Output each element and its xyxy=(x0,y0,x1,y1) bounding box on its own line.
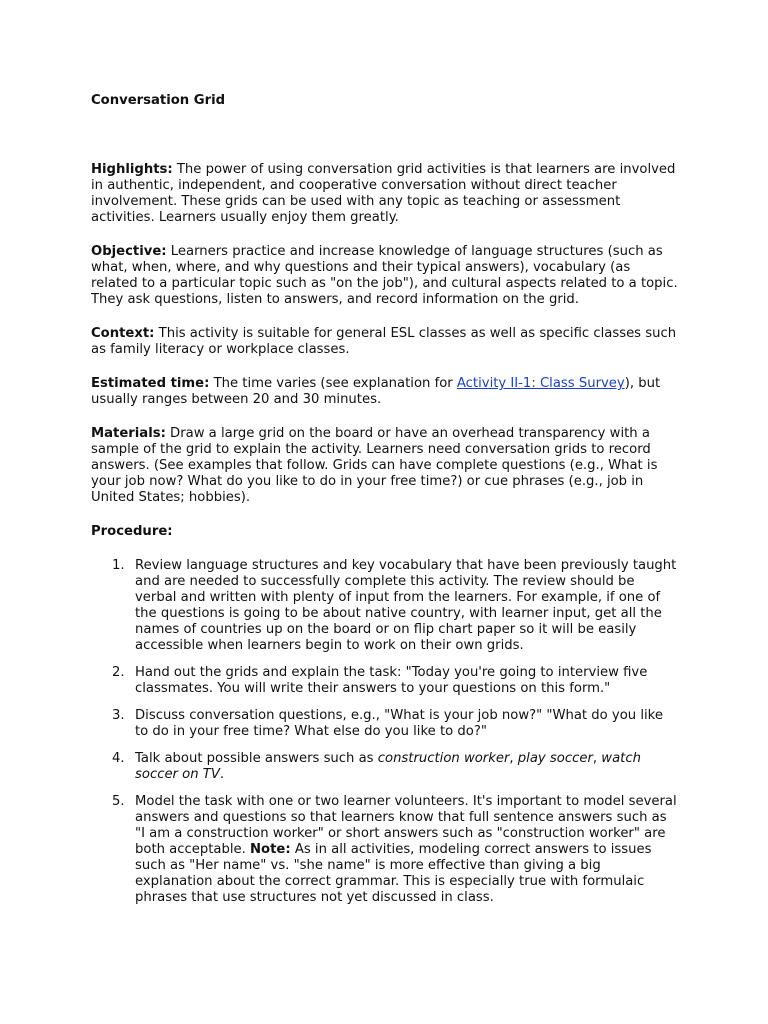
example-answer: construction worker xyxy=(377,751,510,766)
document-page xyxy=(91,92,679,917)
example-answer: play soccer xyxy=(517,751,593,766)
estimated-time-paragraph xyxy=(91,376,679,408)
separator: , xyxy=(509,751,518,766)
procedure-step xyxy=(91,794,679,906)
step-text-before: Model the task with one or two learner volunteers. It's important to model several answers and questions so that learners know that full sentence answers such as "I am a construction worker" or short answers such as "construction worker" are both acceptable. xyxy=(135,794,677,857)
step-number: 5. xyxy=(112,794,125,809)
class-survey-link[interactable]: Activity II-1: Class Survey xyxy=(456,376,625,391)
step-text: Review language structures and key vocabulary that have been previously taught and are needed to successfully complete this activity. The review should be verbal and written with plenty of input from the learners. For example, if one of the questions is going to be about native country, with learner input, get all the names of countries up on the board or on flip chart paper so it will be easily accessible when learners begin to work on their own grids. xyxy=(135,558,677,653)
step-text-before: Talk about possible answers such as xyxy=(135,751,378,766)
context-text: This activity is suitable for general ESL classes as well as specific classes such as family literacy or workplace classes. xyxy=(91,326,677,357)
step-text: Discuss conversation questions, e.g., "What is your job now?" "What do you like to do in your free time? What else do you like to do?" xyxy=(135,708,663,739)
procedure-list xyxy=(91,558,679,906)
materials-text: Draw a large grid on the board or have an overhead transparency with a sample of the grid to explain the activity. Learners need conversation grids to record answers. (See examples that follow. Grids can have complete questions (e.g., What is your job now? What do you like to do in your free time?) or cue phrases (e.g., job in United States; hobbies). xyxy=(91,426,658,505)
estimated-time-label: Estimated time: xyxy=(91,376,210,391)
materials-paragraph xyxy=(91,426,679,506)
step-text-after: As in all activities, modeling correct answers to issues such as "Her name" vs. "she name" is more effective than giving a big explanation about the correct grammar. This is especially true with formulaic phrases that use structures not yet discussed in class. xyxy=(135,842,652,905)
separator: , xyxy=(592,751,602,766)
objective-text: Learners practice and increase knowledge of language structures (such as what, when, where, and why questions and their typical answers), vocabulary (as related to a particular topic such as "on the job"), and cultural aspects related to a topic. They ask questions, listen to answers, and record information on the grid. xyxy=(91,244,678,307)
objective-paragraph xyxy=(91,244,679,308)
highlights-text: The power of using conversation grid activities is that learners are involved in authentic, independent, and cooperative conversation without direct teacher involvement. These grids can be used with any topic as teaching or assessment activities. Learners usually enjoy them greatly. xyxy=(91,162,676,225)
materials-label: Materials: xyxy=(91,426,166,441)
estimated-time-text-before: The time varies (see explanation for xyxy=(209,376,457,391)
page-title: Conversation Grid xyxy=(91,93,226,108)
step-number: 3. xyxy=(112,708,125,723)
step-text: Hand out the grids and explain the task: "Today you're going to interview five classmates. You will write their answers to your questions on this form." xyxy=(135,665,648,696)
step-text-after: . xyxy=(219,767,225,782)
procedure-step xyxy=(91,665,679,697)
procedure-step xyxy=(91,751,679,783)
step-number: 1. xyxy=(112,558,125,573)
context-paragraph xyxy=(91,326,679,358)
step-number: 4. xyxy=(112,751,125,766)
highlights-label: Highlights: xyxy=(91,162,173,177)
objective-label: Objective: xyxy=(91,244,167,259)
context-label: Context: xyxy=(91,326,155,341)
note-label: Note: xyxy=(250,842,291,857)
procedure-step xyxy=(91,558,679,654)
highlights-paragraph xyxy=(91,162,679,226)
procedure-heading: Procedure: xyxy=(91,524,173,539)
example-answer: watch soccer on TV xyxy=(135,751,641,782)
procedure-step xyxy=(91,708,679,740)
step-number: 2. xyxy=(112,665,125,680)
estimated-time-text-after: ), but usually ranges between 20 and 30 minutes. xyxy=(91,376,661,407)
